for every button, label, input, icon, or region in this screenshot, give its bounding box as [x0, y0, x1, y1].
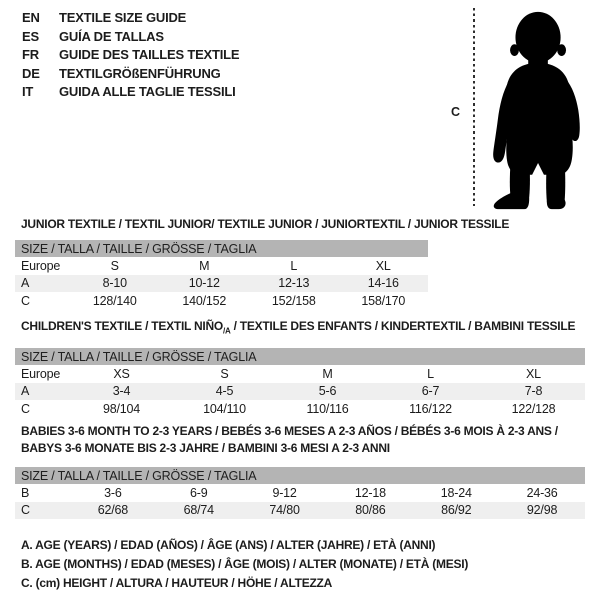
size-table-junior	[15, 240, 428, 310]
table-title-line	[21, 216, 509, 233]
title-text: / TEXTILE DES ENFANTS / KINDERTEXTIL / BAMBINI TESSILE	[230, 319, 576, 333]
table-cell: 24-36	[526, 485, 558, 500]
measurement-legend	[21, 536, 468, 593]
table-cell: 122/128	[511, 401, 556, 416]
table-row	[15, 257, 428, 275]
title-text: JUNIOR TEXTILE / TEXTIL JUNIOR/ TEXTILE JUNIOR / JUNIORTEXTIL / JUNIOR TESSILE	[21, 217, 510, 231]
size-header-row	[15, 348, 585, 365]
legend-line: B. AGE (MONTHS) / EDAD (MESES) / ÂGE (MOIS) / ALTER (MONATE) / ETÀ (MESI)	[21, 557, 469, 571]
table-cell: 158/170	[361, 293, 406, 308]
table-cell: 5-6	[276, 383, 379, 401]
row-label: A	[15, 383, 70, 401]
table-cell: 80/86	[327, 502, 413, 520]
size-header-row	[15, 240, 428, 257]
table-cell: 140/152	[182, 293, 227, 308]
table-title-line	[21, 440, 581, 457]
language-guide-title: GUIDE DES TAILLES TEXTILE	[59, 47, 240, 62]
table-cell: 12-18	[354, 485, 386, 500]
table-cell: M	[322, 366, 333, 381]
table-row	[15, 400, 585, 418]
title-text: BABYS 3-6 MONATE BIS 2-3 JAHRE / BAMBINI 3-6 MESI A 2-3 ANNI	[21, 441, 390, 455]
title-subscript: /A	[222, 326, 231, 336]
language-row	[22, 46, 239, 65]
height-measure-label: C	[451, 105, 461, 119]
table-title-babies	[21, 423, 581, 457]
table-cell: 128/140	[92, 293, 137, 308]
table-row	[15, 275, 428, 293]
language-row	[22, 28, 239, 47]
table-cell: L	[290, 258, 298, 273]
row-label: Europe	[21, 258, 61, 273]
table-cell: 4-5	[173, 383, 276, 401]
table-cell: 10-12	[160, 275, 250, 293]
table-cell: 68/74	[156, 502, 242, 520]
table-row	[15, 383, 585, 401]
toddler-silhouette	[487, 9, 593, 211]
language-guide-title: GUIDA ALLE TAGLIE TESSILI	[59, 84, 236, 99]
table-cell: 98/104	[102, 401, 141, 416]
table-title-line	[21, 318, 575, 339]
language-code: IT	[22, 84, 34, 99]
language-row	[22, 83, 239, 102]
table-cell: XL	[375, 258, 391, 273]
language-row	[22, 9, 239, 28]
table-cell: 14-16	[339, 275, 429, 293]
row-label: B	[21, 485, 30, 500]
table-title-junior	[21, 216, 509, 233]
table-cell: 8-10	[70, 275, 160, 293]
size-header-bar: SIZE / TALLA / TAILLE / GRÖSSE / TAGLIA	[15, 467, 585, 484]
table-cell: 62/68	[70, 502, 156, 520]
table-row	[15, 365, 585, 383]
table-cell: 116/122	[409, 401, 452, 416]
size-header-row	[15, 467, 585, 484]
size-header-bar: SIZE / TALLA / TAILLE / GRÖSSE / TAGLIA	[15, 348, 585, 365]
table-title-line	[21, 423, 581, 440]
row-label: C	[15, 502, 70, 520]
size-table-children	[15, 348, 585, 418]
table-cell: 110/116	[306, 401, 349, 416]
table-cell: L	[427, 366, 434, 381]
title-text: CHILDREN'S TEXTILE / TEXTIL NIÑO	[21, 319, 223, 333]
language-list	[22, 9, 239, 102]
row-label: Europe	[21, 366, 61, 381]
table-cell: XL	[526, 366, 541, 381]
table-cell: 86/92	[413, 502, 499, 520]
row-label: A	[15, 275, 70, 293]
language-guide-title: GUÍA DE TALLAS	[59, 28, 164, 44]
row-label: C	[21, 401, 30, 416]
table-title-children	[21, 318, 575, 339]
language-code: DE	[22, 65, 40, 81]
table-cell: M	[199, 258, 210, 273]
title-text: BABIES 3-6 MONTH TO 2-3 YEARS / BEBÉS 3-6 MESES A 2-3 AÑOS / BÉBÉS 3-6 MOIS À 2-3 ANS /	[21, 424, 558, 438]
table-cell: 6-7	[379, 383, 482, 401]
language-code: EN	[22, 10, 40, 25]
table-cell: 104/110	[203, 401, 246, 416]
table-cell: 92/98	[499, 502, 585, 520]
table-row	[15, 484, 585, 502]
legend-line: A. AGE (YEARS) / EDAD (AÑOS) / ÂGE (ANS) / ALTER (JAHRE) / ETÀ (ANNI)	[21, 538, 436, 552]
table-cell: 3-4	[70, 383, 173, 401]
table-cell: 6-9	[190, 485, 208, 500]
table-row	[15, 502, 585, 520]
language-guide-title: TEXTILGRÖßENFÜHRUNG	[59, 65, 221, 81]
table-cell: 9-12	[272, 485, 297, 500]
size-table-babies	[15, 467, 585, 519]
language-guide-title: TEXTILE SIZE GUIDE	[59, 10, 187, 25]
table-cell: S	[110, 258, 119, 273]
language-code: ES	[22, 28, 39, 44]
table-cell: 7-8	[482, 383, 585, 401]
language-code: FR	[22, 47, 39, 62]
table-cell: S	[220, 366, 229, 381]
table-row	[15, 292, 428, 310]
size-header-bar: SIZE / TALLA / TAILLE / GRÖSSE / TAGLIA	[15, 240, 428, 257]
table-cell: XS	[113, 366, 130, 381]
row-label: C	[21, 293, 30, 308]
legend-line: C. (cm) HEIGHT / ALTURA / HAUTEUR / HÖHE / ALTEZZA	[21, 576, 333, 590]
table-cell: 74/80	[242, 502, 328, 520]
table-cell: 152/158	[271, 293, 316, 308]
height-measure-line	[473, 8, 475, 206]
table-cell: 3-6	[104, 485, 122, 500]
table-cell: 12-13	[249, 275, 339, 293]
language-row	[22, 65, 239, 84]
table-cell: 18-24	[440, 485, 472, 500]
